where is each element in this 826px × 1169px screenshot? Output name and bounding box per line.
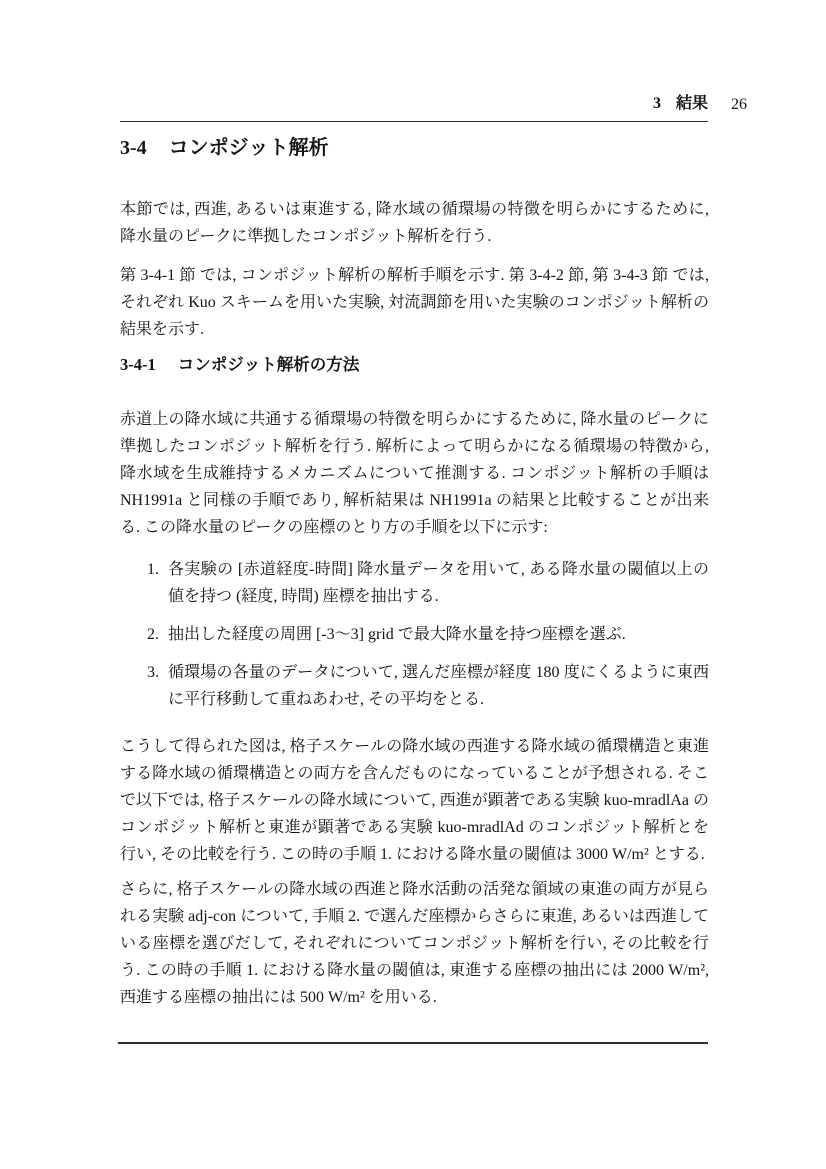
list-item [120, 556, 709, 610]
intro-paragraph-1: 本節では, 西進, あるいは東進する, 降水域の循環場の特徴を明らかにするために, 降水量のピークに準拠したコンポジット解析を行う. [120, 201, 709, 245]
subsection-heading-number: 3-4-1 [120, 355, 156, 374]
method-paragraph-2: こうして得られた図は, 格子スケールの降水域の西進する降水域の循環構造と東進する降水域の循環構造との両方を含んだものになっていることが予想される. そこで以下では, 格子スケールの降水域について, 西進が顕著である実験 kuo-mradlAa のコンポジット解析と東進が顕著である実験 kuo-mradlAd のコンポジット解析とを行い, その比較を行う. この時の手順 1. における降水量の閾値は 3000 W/m² とする. [120, 738, 709, 863]
list-item-number: 3. [147, 664, 159, 681]
running-head-section-number: 3 [652, 95, 661, 112]
list-item [120, 659, 709, 713]
list-item [120, 621, 709, 648]
section-heading-number: 3-4 [120, 137, 147, 159]
subsection-heading [120, 354, 359, 376]
running-head-section-title: 結果 [675, 95, 708, 112]
method-paragraph-1: 赤道上の降水域に共通する循環場の特徴を明らかにするために, 降水量のピークに準拠したコンポジット解析を行う. 解析によって明らかになる循環場の特徴から, 降水域を生成維持するメカニズムについて推測する. コンポジット解析の手順は NH1991a と同様の手順であり, 解析結果は NH1991a の結果と比較することが出来る. この降水量のピークの座標のとり方の手順を以下に示す: [120, 411, 709, 536]
page-number: 26 [731, 96, 747, 113]
section-heading-title: コンポジット解析 [168, 137, 329, 159]
list-item-text: 循環場の各量のデータについて, 選んだ座標が経度 180 度にくるように東西に平行移動して重ねあわせ, その平均をとる. [168, 664, 709, 708]
intro-paragraph-2: 第 3-4-1 節 では, コンポジット解析の解析手順を示す. 第 3-4-2 節, 第 3-4-3 節 では, それぞれ Kuo スキームを用いた実験, 対流調節を用いた実験のコンポジット解析の結果を示す. [120, 267, 709, 338]
procedure-list [120, 556, 709, 724]
running-head [120, 94, 708, 122]
list-item-text: 抽出した経度の周囲 [-3〜3] grid で最大降水量を持つ座標を選ぶ. [168, 626, 626, 643]
footer-rule [118, 1042, 708, 1044]
section-heading [120, 135, 329, 161]
list-item-number: 1. [147, 561, 159, 578]
list-item-number: 2. [147, 626, 159, 643]
method-paragraph-3: さらに, 格子スケールの降水域の西進と降水活動の活発な領域の東進の両方が見られる実験 adj-con について, 手順 2. で選んだ座標からさらに東進, あるいは西進している座標を選びだして, それぞれについてコンポジット解析を行い, その比較を行う. この時の手順 1. における降水量の閾値は, 東進する座標の抽出には 2000 W/m², 西進する座標の抽出には 500 W/m² を用いる. [120, 881, 709, 1006]
list-item-text: 各実験の [赤道経度-時間] 降水量データを用いて, ある降水量の閾値以上の値を持つ (経度, 時間) 座標を抽出する. [168, 561, 709, 605]
subsection-heading-title: コンポジット解析の方法 [177, 356, 360, 374]
